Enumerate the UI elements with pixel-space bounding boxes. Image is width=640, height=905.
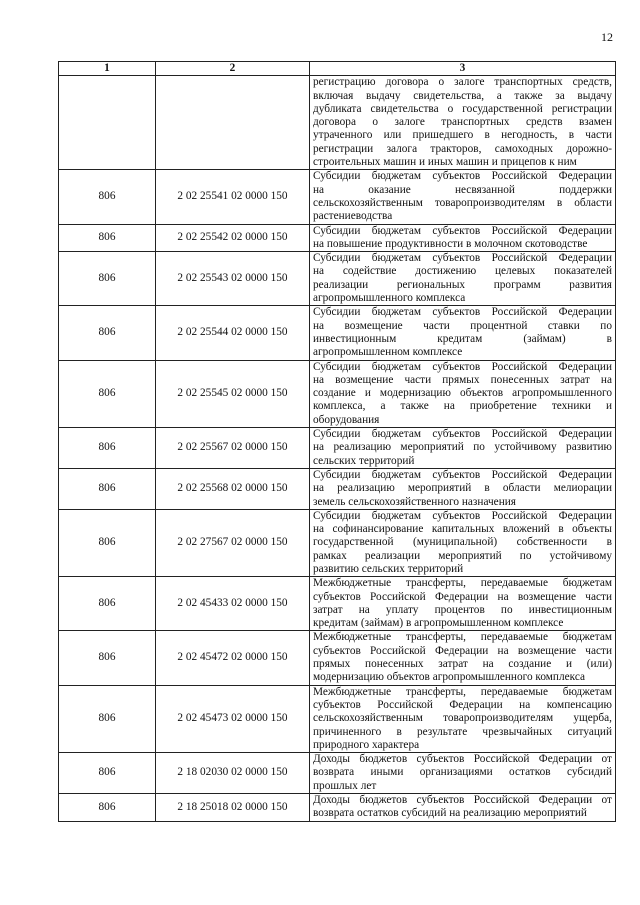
description-line: на оказание несвязанной поддержки <box>313 183 612 196</box>
description-cell <box>310 306 616 360</box>
table-row <box>59 306 616 360</box>
admin-code-cell: 806 <box>59 509 156 576</box>
income-code-cell: 2 18 25018 02 0000 150 <box>156 794 310 822</box>
table-row <box>59 170 616 224</box>
table-row <box>59 685 616 752</box>
table-row <box>59 428 616 469</box>
description-line: Субсидии бюджетам субъектов Российской Федерации <box>313 306 612 319</box>
table-body <box>59 76 616 821</box>
table-row <box>59 577 616 631</box>
description-line: создание и модернизацию объектов агропромышленного <box>313 387 612 400</box>
income-code-cell: 2 02 25545 02 0000 150 <box>156 360 310 427</box>
income-code-cell: 2 02 25544 02 0000 150 <box>156 306 310 360</box>
column-header-3: 3 <box>310 62 616 76</box>
description-cell <box>310 360 616 427</box>
description-line: Доходы бюджетов субъектов Российской Федерации от <box>313 794 612 807</box>
description-cell <box>310 468 616 509</box>
table-row <box>59 468 616 509</box>
admin-code-cell: 806 <box>59 224 156 252</box>
description-line: Субсидии бюджетам субъектов Российской Федерации <box>313 252 612 265</box>
description-line: включая выдачу свидетельства, а также за выдачу <box>313 89 612 102</box>
description-cell <box>310 76 616 170</box>
description-line: инвестиционным кредитам (займам) в <box>313 332 612 345</box>
description-cell <box>310 794 616 822</box>
admin-code-cell: 806 <box>59 468 156 509</box>
description-line: Субсидии бюджетам субъектов Российской Федерации <box>313 170 612 183</box>
description-line: на софинансирование капитальных вложений в объекты <box>313 523 612 536</box>
description-cell <box>310 428 616 469</box>
description-line: субъектов Российской Федерации на компенсацию <box>313 698 612 711</box>
admin-code-cell: 806 <box>59 794 156 822</box>
description-line: возврата иными организациями остатков субсидий <box>313 766 612 779</box>
income-code-cell: 2 02 25568 02 0000 150 <box>156 468 310 509</box>
admin-code-cell: 806 <box>59 360 156 427</box>
description-cell <box>310 685 616 752</box>
description-line: Доходы бюджетов субъектов Российской Федерации от <box>313 753 612 766</box>
description-line: земель сельскохозяйственного назначения <box>313 495 516 508</box>
description-cell <box>310 170 616 224</box>
description-line: оборудования <box>313 413 380 426</box>
income-code-cell: 2 02 45472 02 0000 150 <box>156 631 310 685</box>
description-line: сельскохозяйственным товаропроизводителям в области <box>313 196 612 209</box>
table-row <box>59 252 616 306</box>
income-code-cell: 2 18 02030 02 0000 150 <box>156 753 310 794</box>
description-line: рамках реализации мероприятий по устойчивому <box>313 549 612 562</box>
description-line: Субсидии бюджетам субъектов Российской Федерации <box>313 468 612 481</box>
admin-code-cell: 806 <box>59 685 156 752</box>
description-line: Межбюджетные трансферты, передаваемые бюджетам <box>313 685 612 698</box>
description-line: сельскохозяйственным товаропроизводителям ущерба, <box>313 712 612 725</box>
description-line: субъектов Российской Федерации на возмещение части <box>313 644 612 657</box>
description-line: возврата остатков субсидий на реализацию мероприятий <box>313 807 587 820</box>
admin-code-cell <box>59 76 156 170</box>
description-cell <box>310 224 616 252</box>
description-line: кредитам (займам) в агропромышленном комплексе <box>313 617 564 630</box>
table-row <box>59 76 616 170</box>
table-row <box>59 360 616 427</box>
description-line: растениеводства <box>313 210 393 223</box>
description-line: на содействие достижению целевых показателей <box>313 265 612 278</box>
description-line: на возмещение части прямых понесенных затрат на <box>313 373 612 386</box>
column-header-2: 2 <box>156 62 310 76</box>
description-cell <box>310 252 616 306</box>
description-line: строительных машин и иных машин и прицепов к ним <box>313 156 577 169</box>
column-header-1: 1 <box>59 62 156 76</box>
description-line: комплекса, а также на приобретение техники и <box>313 400 612 413</box>
table-row <box>59 753 616 794</box>
description-line: модернизацию объектов агропромышленного комплекса <box>313 671 586 684</box>
admin-code-cell: 806 <box>59 306 156 360</box>
description-line: прямых понесенных затрат на создание и (или) <box>313 658 612 671</box>
description-line: агропромышленного комплекса <box>313 292 466 305</box>
description-line: Субсидии бюджетам субъектов Российской Федерации <box>313 360 612 373</box>
income-code-cell: 2 02 45433 02 0000 150 <box>156 577 310 631</box>
description-line: Субсидии бюджетам субъектов Российской Федерации <box>313 428 612 441</box>
description-line: дубликата свидетельства о государственной регистрации <box>313 102 612 115</box>
description-line: прошлых лет <box>313 779 377 792</box>
admin-code-cell: 806 <box>59 631 156 685</box>
description-line: субъектов Российской Федерации на возмещение части <box>313 590 612 603</box>
admin-code-cell: 806 <box>59 577 156 631</box>
description-cell <box>310 753 616 794</box>
description-line: регистрацию договора о залоге транспортных средств, <box>313 76 612 89</box>
table-row <box>59 794 616 822</box>
description-line: Субсидии бюджетам субъектов Российской Федерации <box>313 224 612 237</box>
income-code-cell: 2 02 25543 02 0000 150 <box>156 252 310 306</box>
description-line: природного характера <box>313 738 420 751</box>
description-line: утраченного или пришедшего в негодность, в части <box>313 129 612 142</box>
page-number: 12 <box>601 30 613 44</box>
description-line: Субсидии бюджетам субъектов Российской Федерации <box>313 509 612 522</box>
description-cell <box>310 509 616 576</box>
description-line: на реализацию мероприятий по устойчивому развитию <box>313 441 612 454</box>
admin-code-cell: 806 <box>59 753 156 794</box>
description-line: Межбюджетные трансферты, передаваемые бюджетам <box>313 631 612 644</box>
description-line: на повышение продуктивности в молочном скотоводстве <box>313 237 588 250</box>
description-line: агропромышленном комплексе <box>313 346 463 359</box>
income-codes-table <box>58 61 616 822</box>
description-line: сельских территорий <box>313 454 415 467</box>
table-row <box>59 631 616 685</box>
description-line: регистрации залога тракторов, самоходных дорожно- <box>313 142 612 155</box>
table-row <box>59 224 616 252</box>
description-line: развитию сельских территорий <box>313 562 464 575</box>
income-code-cell: 2 02 25541 02 0000 150 <box>156 170 310 224</box>
income-code-cell: 2 02 27567 02 0000 150 <box>156 509 310 576</box>
description-cell <box>310 631 616 685</box>
admin-code-cell: 806 <box>59 252 156 306</box>
table-header-row <box>59 62 616 76</box>
description-line: причиненного в результате чрезвычайных ситуаций <box>313 725 612 738</box>
income-code-cell: 2 02 25542 02 0000 150 <box>156 224 310 252</box>
income-code-cell: 2 02 25567 02 0000 150 <box>156 428 310 469</box>
description-cell <box>310 577 616 631</box>
description-line: реализации региональных программ развития <box>313 278 612 291</box>
income-code-cell <box>156 76 310 170</box>
description-line: Межбюджетные трансферты, передаваемые бюджетам <box>313 577 612 590</box>
income-code-cell: 2 02 45473 02 0000 150 <box>156 685 310 752</box>
table-row <box>59 509 616 576</box>
description-line: на возмещение части процентной ставки по <box>313 319 612 332</box>
description-line: договора о залоге транспортных средств взамен <box>313 116 612 129</box>
description-line: затрат на уплату процентов по инвестиционным <box>313 603 612 616</box>
description-line: на реализацию мероприятий в области мелиорации <box>313 482 612 495</box>
admin-code-cell: 806 <box>59 428 156 469</box>
admin-code-cell: 806 <box>59 170 156 224</box>
description-line: государственной (муниципальной) собственности в <box>313 536 612 549</box>
